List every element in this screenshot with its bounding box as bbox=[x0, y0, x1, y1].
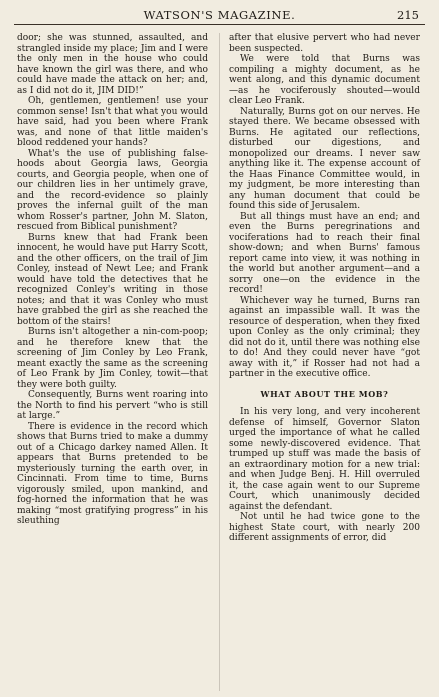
paragraph: Naturally, Burns got on our nerves. He stayed there. We became obsessed with Burns. He agitated our reflections, disturbed our digestions, and monopolized our dreams. I never saw anything like it. The expense account of the Haas Finance Committee would, in my judgment, be more interesting than any human document that could be found this side of Jerusalem. bbox=[229, 106, 420, 211]
paragraph: There is evidence in the record which shows that Burns tried to make a dummy out of a Chicago darkey named Allen. It appears that Burns pretended to be mysteriously turning the earth over, in Cincinnati. From time to time, Burns vigorously smiled, upon mankind, and fog-horned the information that he was making “most gratifying progress” in his sleuthing bbox=[17, 421, 208, 526]
paragraph: In his very long, and very incoherent defense of himself, Governor Slaton urged the importance of what he called some newly-discovered evidence. That trumped up stuff was made the basis of an extraordinary motion for a new trial: and when Judge Benj. H. Hill overruled it, the case again went to our Supreme Court, which unanimously decided against the defendant. bbox=[229, 407, 420, 512]
column-divider bbox=[219, 33, 220, 691]
paragraph: after that elusive pervert who had never been suspected. bbox=[229, 33, 420, 54]
paragraph: Not until he had twice gone to the highest State court, with nearly 200 different assignments of error, did bbox=[229, 512, 420, 543]
paragraph: But all things must have an end; and even the Burns peregrinations and vociferations had to reach their final show-down; and when Burns' famous report came into view, it was nothing in the world but another argument—and a sorry one—on the evidence in the record! bbox=[229, 211, 420, 295]
header-rule bbox=[14, 24, 425, 25]
paragraph: door; she was stunned, assaulted, and strangled inside my place; Jim and I were the only men in the house who could have known the girl was there, and who could have made the attack on her; and, as I did not do it, JIM DID!” bbox=[17, 33, 208, 96]
page-header bbox=[0, 8, 439, 22]
paragraph: Burns knew that had Frank been innocent, he would have put Harry Scott, and the other officers, on the trail of Jim Conley, instead of Newt Lee; and Frank would have told the detectives that he recognized Conley's writing in those notes; and that it was Conley who must have grabbed the girl as she reached the bottom of the stairs! bbox=[17, 232, 208, 327]
paragraph: We were told that Burns was compiling a mighty document, as he went along, and this dynamic document—as he vociferously shouted—would clear Leo Frank. bbox=[229, 54, 420, 106]
section-heading: WHAT ABOUT THE MOB? bbox=[260, 388, 389, 399]
right-column bbox=[229, 33, 420, 544]
paragraph: What's the use of publishing false-hoods about Georgia laws, Georgia courts, and Georgia people, when one of our children lies in her untimely grave, and the record-evidence so plainly proves the infernal guilt of the man whom Rosser's partner, John M. Slaton, rescued from Biblical punishment? bbox=[17, 148, 208, 232]
paragraph: Consequently, Burns went roaring into the North to find his pervert “who is still at large.” bbox=[17, 390, 208, 421]
left-column bbox=[17, 33, 208, 527]
page-number: 215 bbox=[397, 8, 419, 22]
paragraph: Oh, gentlemen, gentlemen! use your common sense! Isn't that what you would have said, had you been where Frank was, and none of that little maiden's blood reddened your hands? bbox=[17, 96, 208, 148]
paragraph: Burns isn't altogether a nin-com-poop; and he therefore knew that the screening of Jim Conley by Leo Frank, meant exactly the same as the screening of Leo Frank by Jim Conley, towit—that they were both guilty. bbox=[17, 327, 208, 390]
running-title: WATSON'S MAGAZINE. bbox=[143, 8, 296, 22]
paragraph: Whichever way he turned, Burns ran against an impassible wall. It was the resource of desperation, when they fixed upon Conley as the only criminal; they did not do it, until there was nothing else to do! And they could never have “got away with it,” if Rosser had not had a partner in the executive office. bbox=[229, 295, 420, 379]
